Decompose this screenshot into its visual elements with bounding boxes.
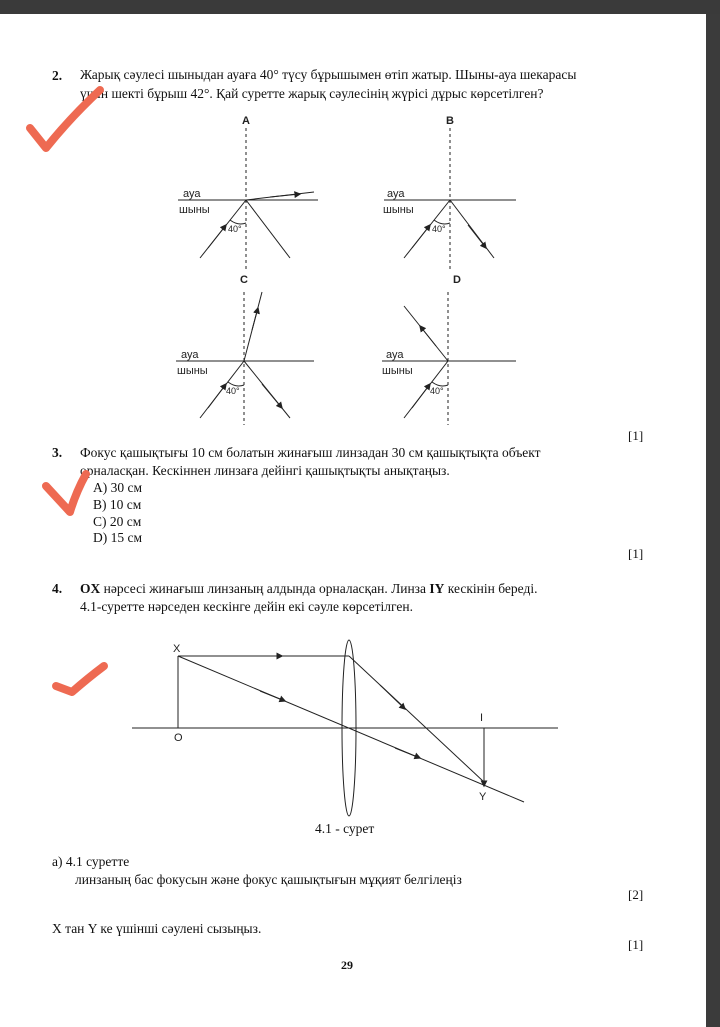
panel-b-label: B	[446, 115, 454, 127]
panel-a-air: ауа	[183, 188, 201, 200]
label-y: Y	[479, 791, 487, 803]
panel-b-glass: шыны	[383, 204, 414, 216]
panel-a-label: A	[242, 115, 250, 127]
q2-number: 2.	[52, 68, 63, 83]
panel-c-angle: 40°	[226, 386, 240, 396]
q3-text-line2: орналасқан. Кескіннен линзаға дейінгі қашықтықты анықтаңыз.	[80, 463, 450, 478]
panel-b-air: ауа	[387, 188, 405, 200]
q3-option-a[interactable]: A) 30 см	[93, 480, 143, 495]
q3-marks: [1]	[628, 546, 644, 561]
panel-d-glass: шыны	[382, 365, 413, 377]
q4-part-a-text: линзаның бас фокусын және фокус қашықтығын мұқият белгілеңіз	[75, 872, 462, 887]
q3-number: 3.	[52, 445, 63, 460]
panel-b-angle: 40°	[432, 224, 446, 234]
q3-option-d[interactable]: D) 15 см	[93, 530, 143, 545]
q2-marks: [1]	[628, 428, 644, 443]
q4-part-a-label: a) 4.1 суретте	[52, 854, 130, 869]
q3-option-c[interactable]: C) 20 см	[93, 514, 142, 529]
panel-d-angle: 40°	[430, 386, 444, 396]
panel-a-angle: 40°	[228, 224, 242, 234]
q4-text-line1	[80, 580, 537, 598]
label-i: I	[480, 712, 484, 724]
q3-text-line1: Фокус қашықтығы 10 см болатын жинағыш линзадан 30 см қашықтықта объект	[80, 445, 541, 460]
q3-option-b[interactable]: B) 10 см	[93, 497, 142, 512]
panel-d-air: ауа	[386, 349, 404, 361]
q4-iy: IY	[429, 581, 445, 596]
q4-part-a-marks: [2]	[628, 887, 644, 902]
q4-text-line2: 4.1-суретте нәрседен кескінге дейін екі сәуле көрсетілген.	[80, 599, 413, 614]
q2-line1-text: Жарық сәулесі шыныдан ауаға 40° түсу бұрышымен өтіп жатыр. Шыны-ауа шекарасы	[80, 67, 577, 82]
q4-ox: OX	[80, 581, 101, 596]
panel-d-label: D	[453, 274, 461, 286]
panel-c-air: ауа	[181, 349, 199, 361]
q4-part-b-marks: [1]	[628, 937, 644, 952]
figure-caption: 4.1 - сурет	[315, 821, 375, 836]
q4-part-b-text: X тан Y ке үшінші сәулені сызыңыз.	[52, 921, 262, 936]
q2-text-line2: үшін шекті бұрыш 42°. Қай суретте жарық сәулесінің жүрісі дұрыс көрсетілген?	[80, 86, 544, 101]
panel-c-label: C	[240, 274, 248, 286]
q4-number: 4.	[52, 581, 63, 596]
panel-a-glass: шыны	[179, 204, 210, 216]
panel-c-glass: шыны	[177, 365, 208, 377]
page-number: 29	[341, 958, 353, 972]
q4-line1-part4: кескінін береді.	[444, 581, 538, 596]
label-x: X	[173, 643, 181, 655]
label-o: O	[174, 732, 183, 744]
q4-line1-part2: нәрсесі жинағыш линзаның алдында орналасқан. Линза	[100, 581, 430, 596]
